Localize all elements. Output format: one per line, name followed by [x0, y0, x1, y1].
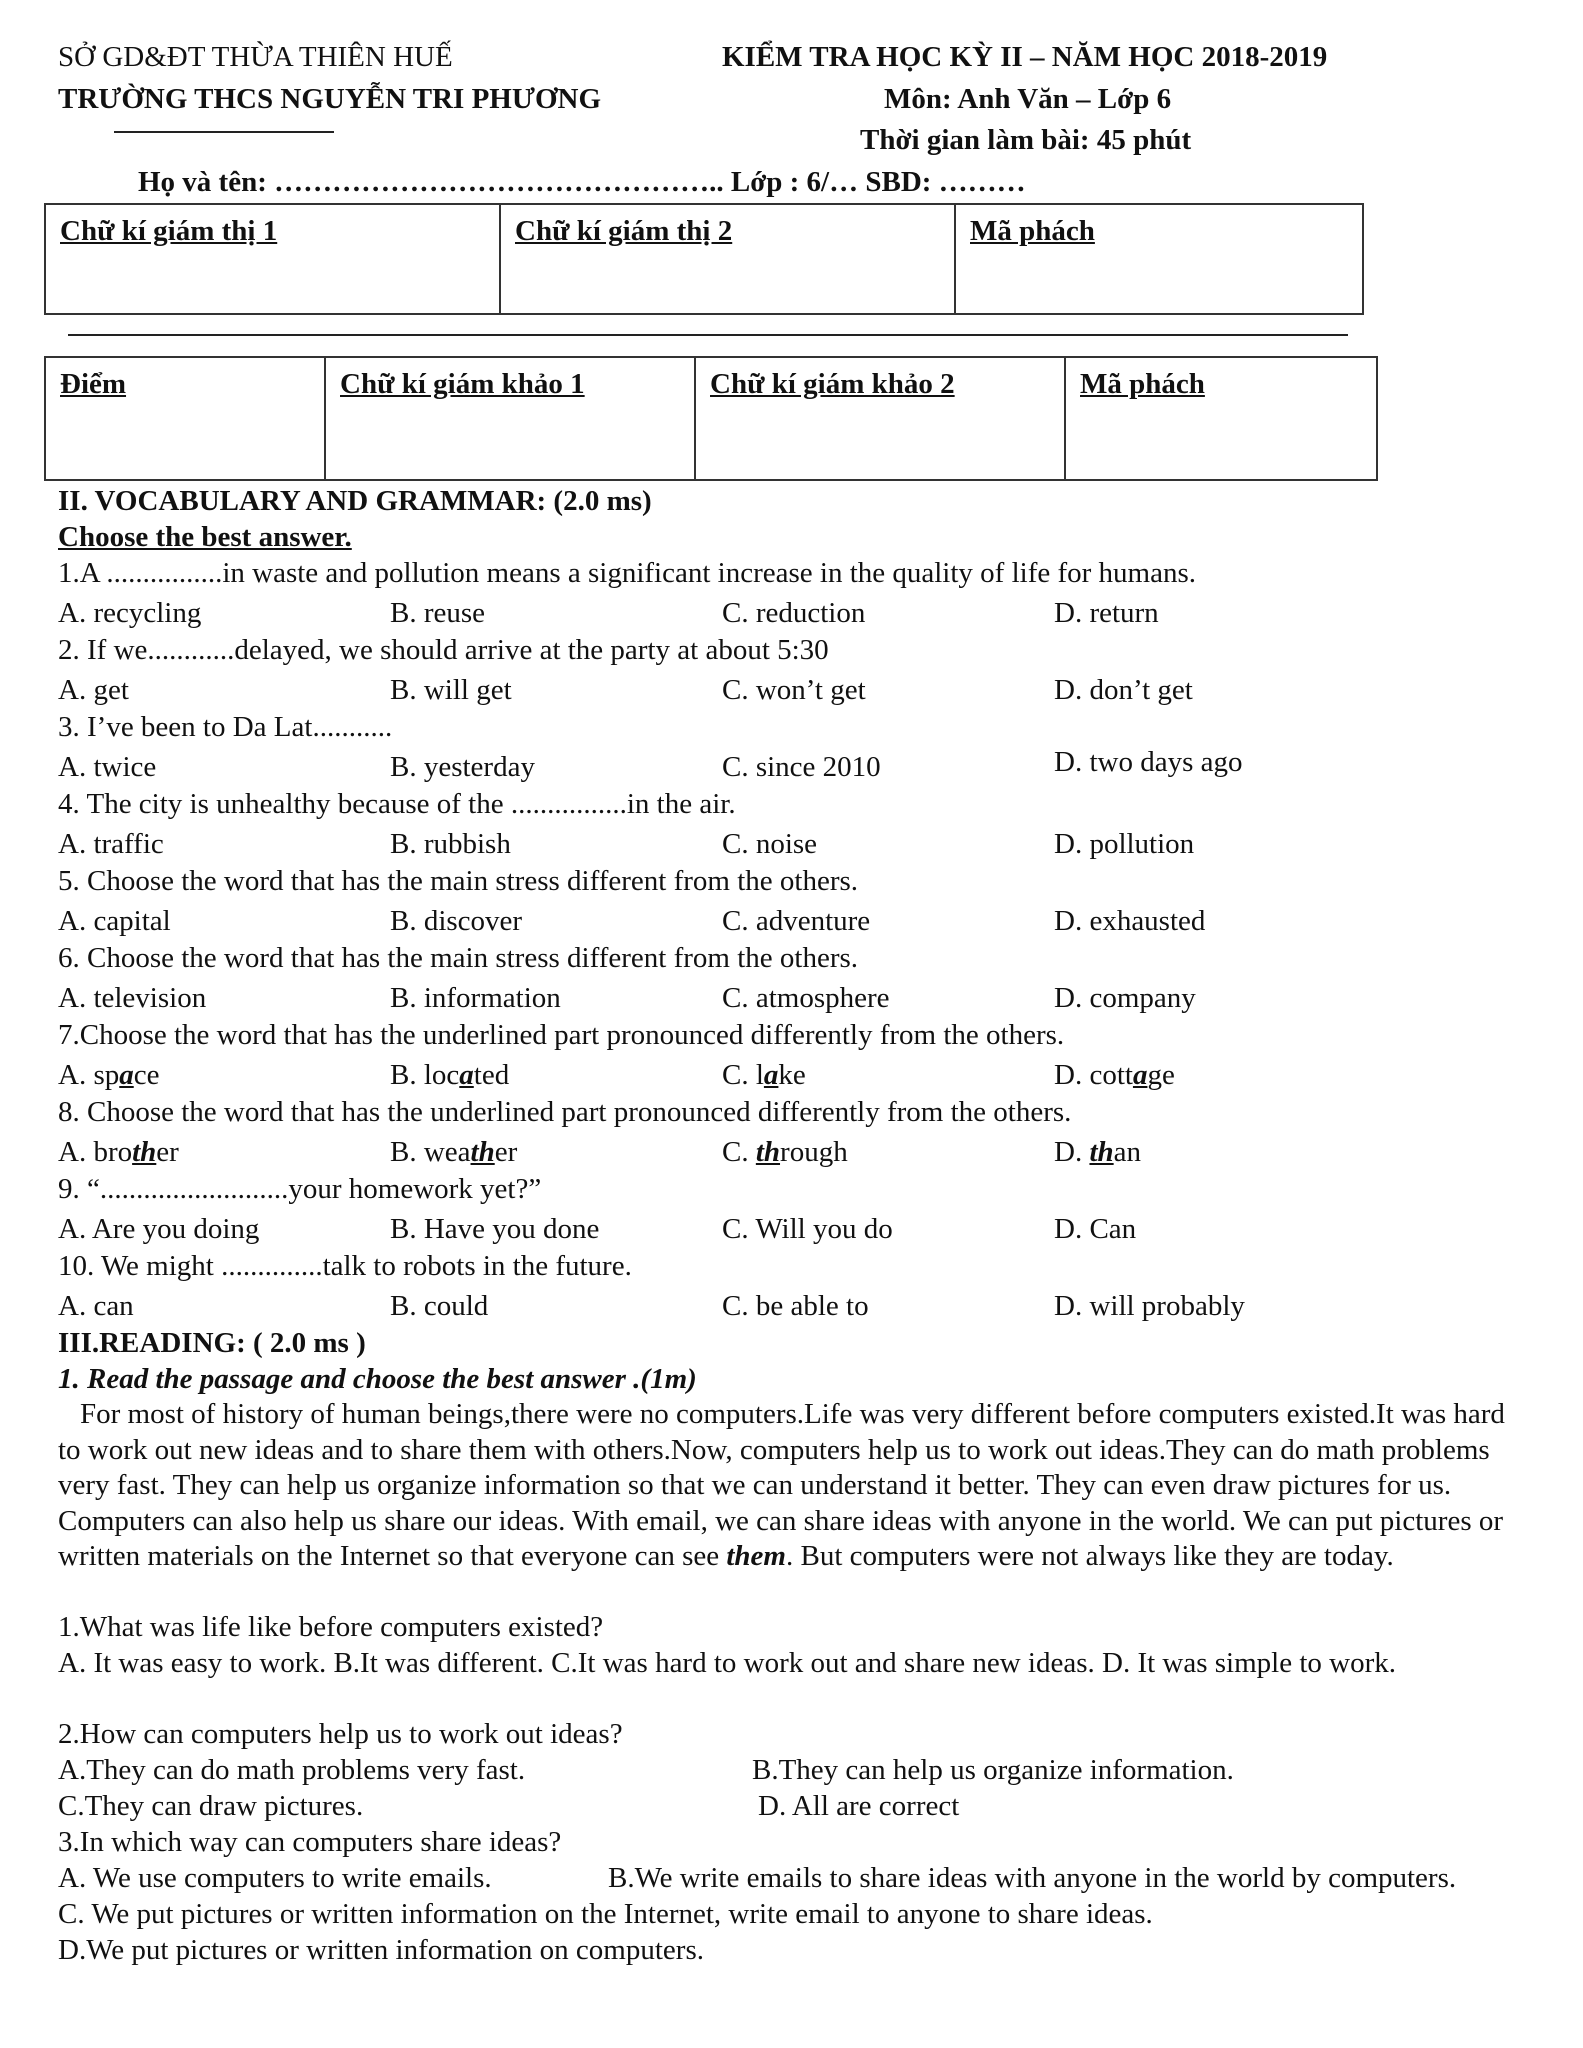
q8-option-c: C. through — [722, 1136, 848, 1168]
reading-q1-options: A. It was easy to work. B.It was different. C.It was hard to work out and share new ideas. D. It was simple to work. — [58, 1647, 1397, 1679]
q2-option-b: B. will get — [390, 674, 512, 706]
school-name: TRƯỜNG THCS NGUYỄN TRI PHƯƠNG — [58, 83, 601, 115]
q3-option-b: B. yesterday — [390, 751, 535, 783]
q10-option-d: D. will probably — [1054, 1290, 1245, 1322]
underlined-part: a — [459, 1059, 474, 1091]
q8-option-a: A. brother — [58, 1136, 179, 1168]
q6-option-a: A. television — [58, 982, 207, 1014]
underlined-part: a — [1132, 1059, 1148, 1091]
q9-option-d: D. Can — [1054, 1213, 1137, 1245]
q5-option-d: D. exhausted — [1054, 905, 1206, 937]
exam-duration: Thời gian làm bài: 45 phút — [860, 124, 1192, 156]
underlined-part: th — [132, 1136, 157, 1168]
score-cell: Điểm — [45, 357, 325, 480]
question-2: 2. If we............delayed, we should arrive at the party at about 5:30 — [58, 634, 829, 666]
underlined-part: th — [1089, 1136, 1114, 1168]
section-2-instruction: Choose the best answer. — [58, 521, 352, 553]
q3-option-d: D. two days ago — [1054, 746, 1243, 778]
exam-title: KIỂM TRA HỌC KỲ II – NĂM HỌC 2018-2019 — [722, 41, 1328, 73]
reading-q2-option-a: A.They can do math problems very fast. — [58, 1754, 526, 1786]
cut-line — [68, 334, 1348, 336]
proctor-2-signature-cell: Chữ kí giám thị 2 — [500, 204, 955, 314]
q2-option-a: A. get — [58, 674, 129, 706]
question-7: 7.Choose the word that has the underlined part pronounced differently from the others. — [58, 1019, 1065, 1051]
q10-option-b: B. could — [390, 1290, 489, 1322]
q2-option-c: C. won’t get — [722, 674, 866, 706]
question-5: 5. Choose the word that has the main stress different from the others. — [58, 865, 859, 897]
q2-option-d: D. don’t get — [1054, 674, 1193, 706]
proctor-1-signature-cell: Chữ kí giám thị 1 — [45, 204, 500, 314]
q4-option-a: A. traffic — [58, 828, 164, 860]
reading-q2-option-b: B.They can help us organize information. — [752, 1754, 1234, 1786]
underlined-part: th — [470, 1136, 495, 1168]
q7-option-b: B. located — [390, 1059, 510, 1091]
reading-q3-option-c: C. We put pictures or written information on the Internet, write email to anyone to share ideas. — [58, 1898, 1153, 1930]
q9-option-b: B. Have you done — [390, 1213, 600, 1245]
question-10: 10. We might ..............talk to robots in the future. — [58, 1250, 632, 1282]
underlined-part: a — [119, 1059, 134, 1091]
section-3-title: III.READING: ( 2.0 ms ) — [58, 1327, 366, 1359]
q10-option-a: A. can — [58, 1290, 134, 1322]
section-3-subtitle: 1. Read the passage and choose the best answer .(1m) — [58, 1363, 697, 1395]
question-1: 1.A ................in waste and pollution means a significant increase in the quality of life for humans. — [58, 557, 1196, 589]
q6-option-b: B. information — [390, 982, 561, 1014]
q1-option-c: C. reduction — [722, 597, 866, 629]
q7-option-a: A. space — [58, 1059, 160, 1091]
question-9: 9. “..........................your homework yet?” — [58, 1173, 542, 1205]
q5-option-b: B. discover — [390, 905, 523, 937]
underlined-part: th — [755, 1136, 781, 1168]
question-6: 6. Choose the word that has the main stress different from the others. — [58, 942, 859, 974]
q4-option-c: C. noise — [722, 828, 818, 860]
q1-option-b: B. reuse — [390, 597, 486, 629]
q8-option-d: D. than — [1054, 1136, 1142, 1168]
question-4: 4. The city is unhealthy because of the ................in the air. — [58, 788, 736, 820]
reading-question-1: 1.What was life like before computers existed? — [58, 1611, 604, 1643]
exam-subject: Môn: Anh Văn – Lớp 6 — [884, 83, 1172, 115]
grader-2-signature-cell: Chữ kí giám khảo 2 — [695, 357, 1065, 480]
reading-q2-option-d: D. All are correct — [758, 1790, 960, 1822]
underlined-part: a — [763, 1059, 779, 1091]
department-name: SỞ GD&ĐT THỪA THIÊN HUẾ — [58, 41, 453, 73]
q9-option-c: C. Will you do — [722, 1213, 893, 1245]
q5-option-a: A. capital — [58, 905, 171, 937]
grader-code-cell: Mã phách — [1065, 357, 1377, 480]
q1-option-a: A. recycling — [58, 597, 202, 629]
student-info-line: Họ và tên: ……………………………………….. Lớp : 6/… SBD: ……… — [138, 166, 1026, 198]
proctor-signature-table — [44, 203, 1364, 315]
proctor-code-cell: Mã phách — [955, 204, 1363, 314]
reading-passage: For most of history of human beings,there were no computers.Life was very different before computers existed.It was hard to work out new ideas and to share them with others.Now, computers help us to work out ideas.They can do math problems very fast. They can help us organize information so that we can understand it better. They can even draw pictures for us. Computers can also help us share our ideas. With email, we can share ideas with anyone in the world. We can put pictures or written materials on the Internet so that everyone can see them. But computers were not always like they are today. — [58, 1398, 1505, 1572]
q6-option-d: D. company — [1054, 982, 1196, 1014]
emphasized-word: them — [726, 1540, 786, 1572]
reading-question-3: 3.In which way can computers share ideas? — [58, 1826, 562, 1858]
q7-option-c: C. lake — [722, 1059, 806, 1091]
q3-option-a: A. twice — [58, 751, 157, 783]
q8-option-b: B. weather — [390, 1136, 518, 1168]
q10-option-c: C. be able to — [722, 1290, 869, 1322]
reading-q3-option-d: D.We put pictures or written information on computers. — [58, 1934, 704, 1966]
reading-question-2: 2.How can computers help us to work out ideas? — [58, 1718, 623, 1750]
q4-option-b: B. rubbish — [390, 828, 511, 860]
question-8: 8. Choose the word that has the underlined part pronounced differently from the others. — [58, 1096, 1072, 1128]
q9-option-a: A. Are you doing — [58, 1213, 260, 1245]
grader-signature-table — [44, 356, 1378, 481]
q1-option-d: D. return — [1054, 597, 1159, 629]
q5-option-c: C. adventure — [722, 905, 871, 937]
q7-option-d: D. cottage — [1054, 1059, 1175, 1091]
q4-option-d: D. pollution — [1054, 828, 1195, 860]
q3-option-c: C. since 2010 — [722, 751, 881, 783]
grader-1-signature-cell: Chữ kí giám khảo 1 — [325, 357, 695, 480]
reading-q3-option-b: B.We write emails to share ideas with anyone in the world by computers. — [608, 1862, 1457, 1894]
reading-q3-option-a: A. We use computers to write emails. — [58, 1862, 492, 1894]
school-underline — [114, 131, 334, 133]
q6-option-c: C. atmosphere — [722, 982, 890, 1014]
reading-q2-option-c: C.They can draw pictures. — [58, 1790, 364, 1822]
question-3: 3. I’ve been to Da Lat........... — [58, 711, 393, 743]
section-2-title: II. VOCABULARY AND GRAMMAR: (2.0 ms) — [58, 485, 652, 517]
